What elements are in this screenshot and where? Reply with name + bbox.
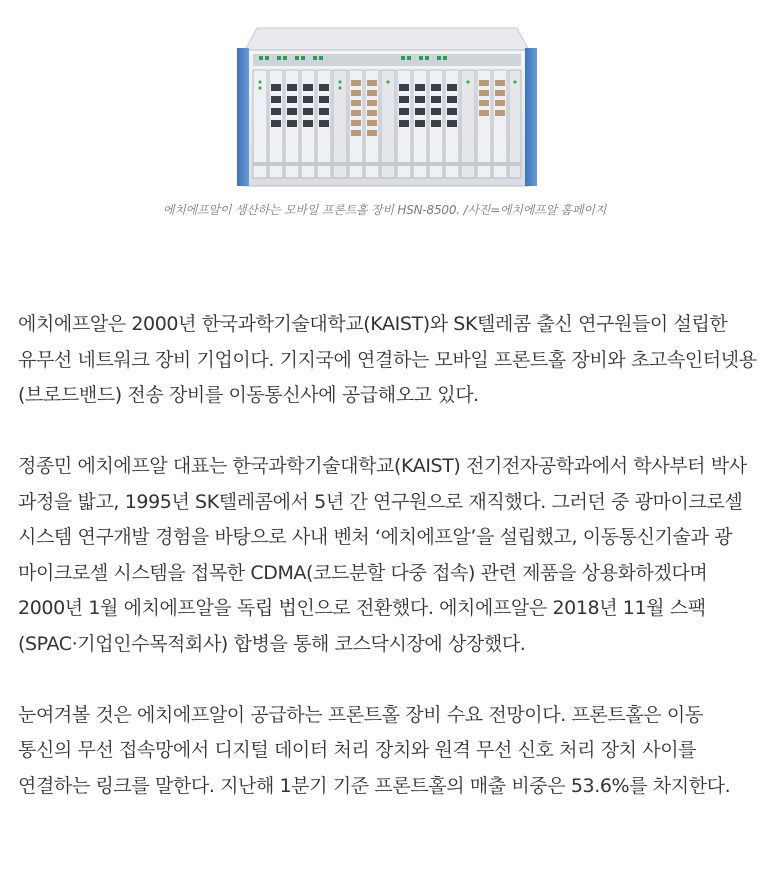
article-body <box>18 307 758 804</box>
article-paragraph: 에치에프알은 2000년 한국과학기술대학교(KAIST)와 SK텔레콤 출신 연구원들이 설립한 유무선 네트워크 장비 기업이다. 기지국에 연결하는 모바일 프론트홀 장비와 초고속인터넷용(브로드밴드) 전송 장비를 이동통신사에 공급해오고 있다. <box>18 313 757 406</box>
article-figure <box>0 0 769 230</box>
equipment-photo <box>237 22 537 190</box>
figure-caption: 에치에프알이 생산하는 모바일 프론트홀 장비 HSN-8500. /사진=에치에프알 홈페이지 <box>162 203 607 217</box>
article-paragraph: 눈여겨볼 것은 에치에프알이 공급하는 프론트홀 장비 수요 전망이다. 프론트홀은 이동 통신의 무선 접속망에서 디지털 데이터 처리 장치와 원격 무선 신호 처리 장치 사이를 연결하는 링크를 말한다. 지난해 1분기 기준 프론트홀의 매출 비중은 53.6%를 차지한다. <box>18 703 731 797</box>
article-paragraph: 정종민 에치에프알 대표는 한국과학기술대학교(KAIST) 전기전자공학과에서 학사부터 박사 과정을 밟고, 1995년 SK텔레콤에서 5년 간 연구원으로 재직했다. 그러던 중 광마이크로셀 시스템 연구개발 경험을 바탕으로 사내 벤처 ‘에치에프알’을 설립했고, 이동통신기술과 광 마이크로셀 시스템을 접목한 CDMA(코드분할 다중 접속) 관련 제품을 상용화하겠다며 2000년 1월 에치에프알을 독립 법인으로 전환했다. 에치에프알은 2018년 11월 스팩(SPAC·기업인수목적회사) 합병을 통해 코스닥시장에 상장했다. <box>18 455 747 655</box>
